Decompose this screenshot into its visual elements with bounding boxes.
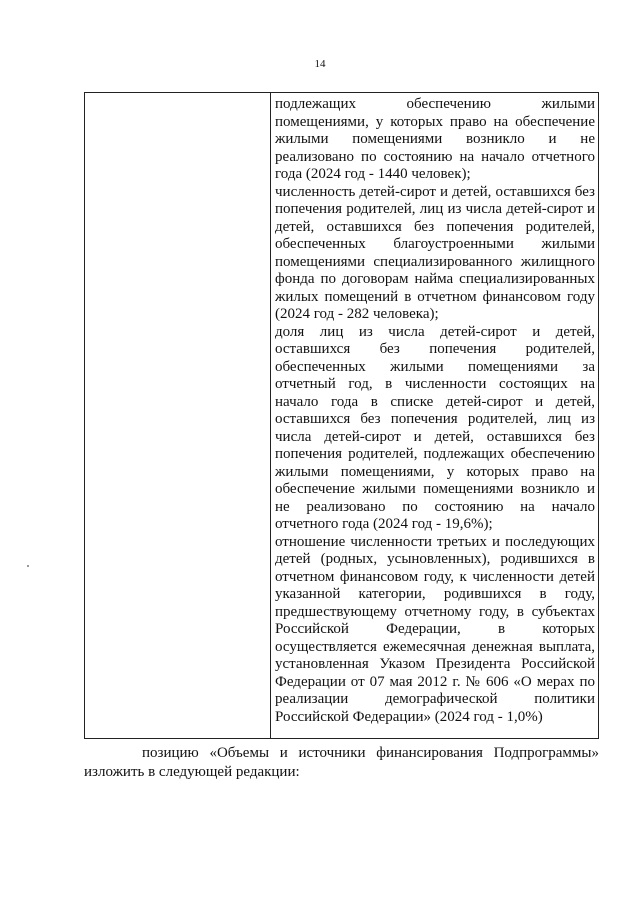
table-paragraph: отношение численности третьих и последующих детей (родных, усыновленных), родившихся в отчетном финансовом году, к численности детей указанной категории, родившихся в году, предшествующему отчетному году, в субъектах Российской Федерации, в которых осуществляется ежемесячная денежная выплата, установленная Указом Президента Российской Федерации от 07 мая 2012 г. № 606 «О мерах по реализации демографической политики Российской Федерации» (2024 год - 1,0%)	[275, 533, 595, 725]
scan-dot	[27, 565, 29, 567]
table-right-cell	[271, 93, 598, 738]
document-table	[84, 92, 599, 739]
body-text	[84, 744, 599, 781]
table-paragraph: подлежащих обеспечению жилыми помещениями, у которых право на обеспечение жилыми помещениями возникло и не реализовано по состоянию на начало отчетного года (2024 год - 1440 человек);	[275, 96, 595, 182]
table-left-cell	[85, 93, 271, 738]
body-paragraph: позицию «Объемы и источники финансирования Подпрограммы» изложить в следующей редакции:	[84, 745, 599, 780]
table-paragraph: численность детей-сирот и детей, оставшихся без попечения родителей, лиц из числа детей-сирот и детей, оставшихся без попечения родителей, обеспеченных благоустроенными жилыми помещениями специализированного жилищного фонда по договорам найма специализированных жилых помещений в отчетном финансовом году (2024 год - 282 человека);	[275, 183, 595, 322]
page-number: 14	[314, 58, 326, 70]
table-paragraph: доля лиц из числа детей-сирот и детей, оставшихся без попечения родителей, обеспеченных жилыми помещениями за отчетный год, в численности состоящих на начало года в списке детей-сирот и детей, оставшихся без попечения родителей, лиц из числа детей-сирот и детей, оставшихся без попечения родителей, подлежащих обеспечению жилыми помещениями, у которых право на обеспечение жилыми помещениями возникло и не реализовано по состоянию на начало отчетного года (2024 год - 19,6%);	[275, 323, 595, 532]
